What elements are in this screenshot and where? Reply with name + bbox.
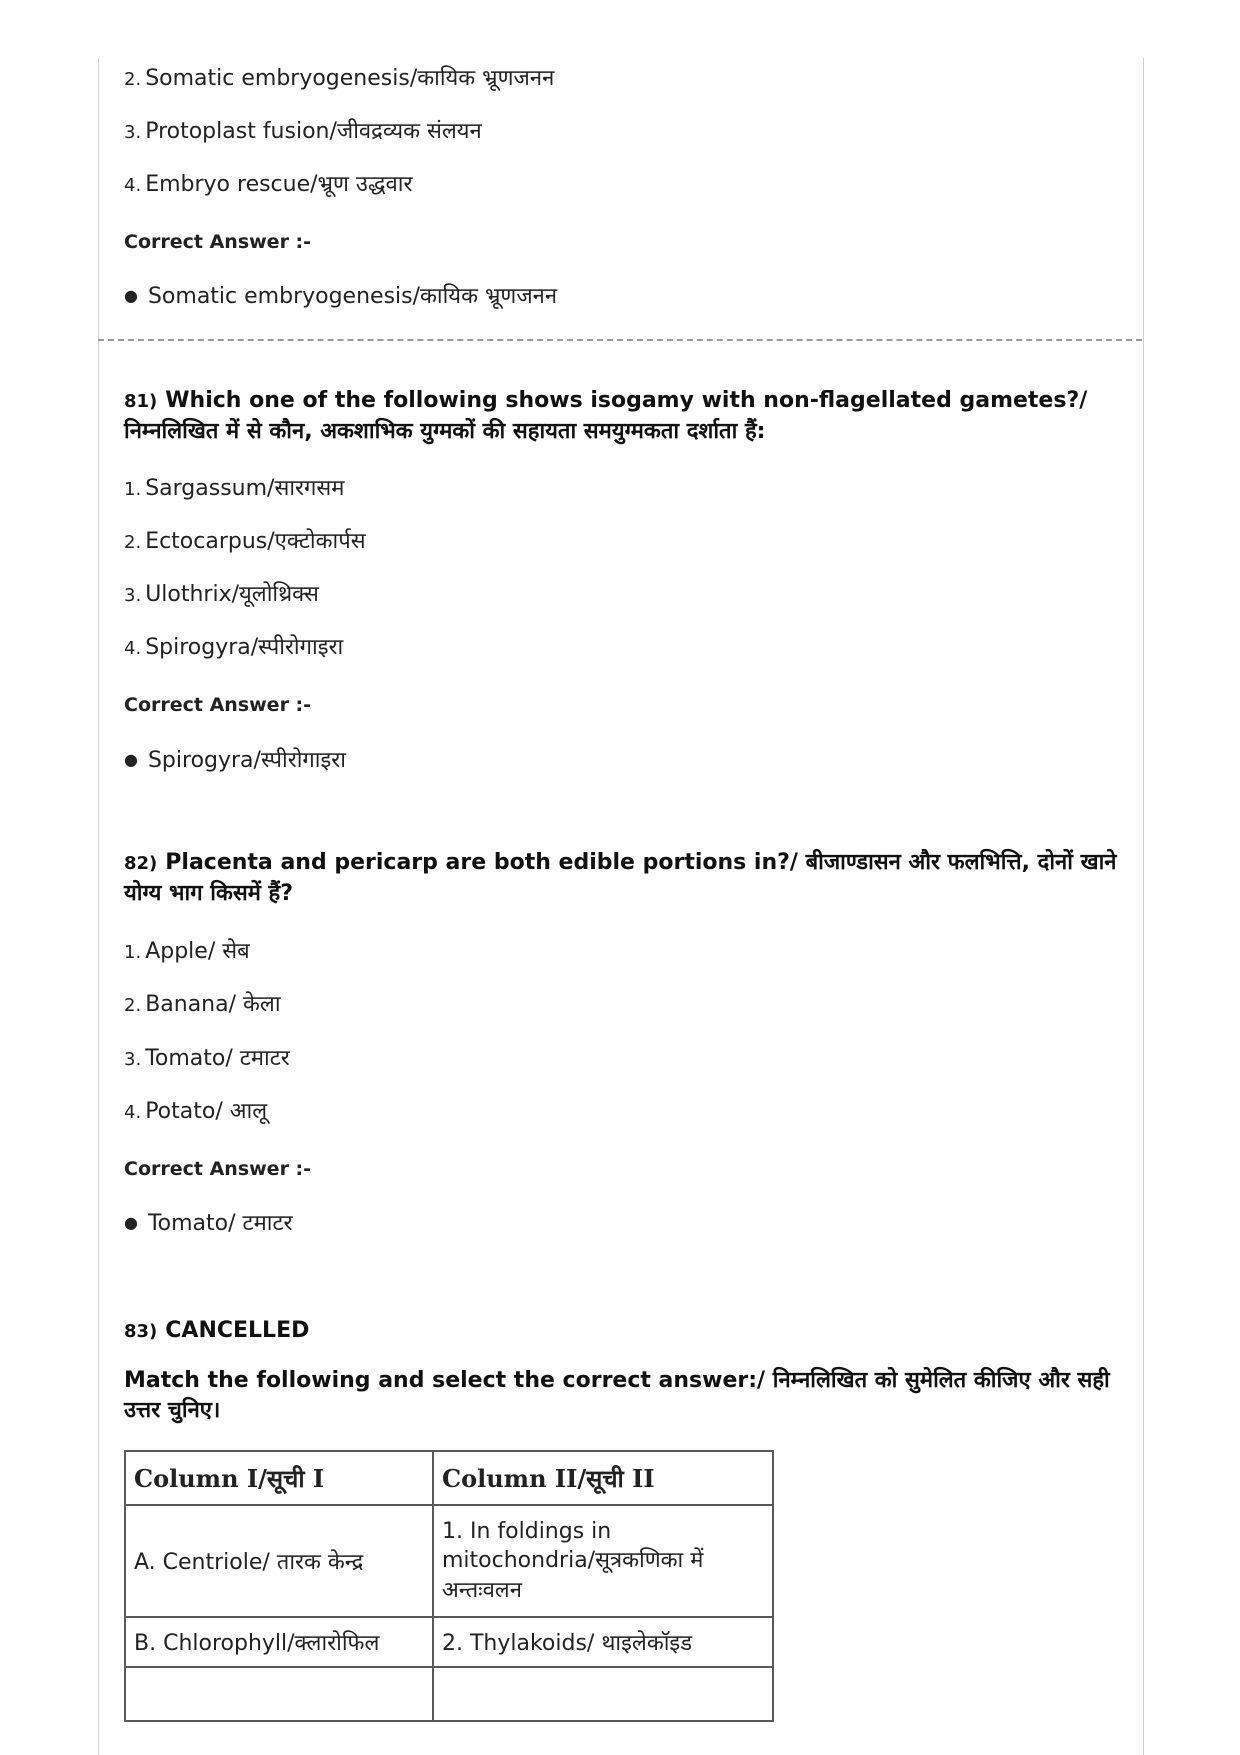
table-header: Column II/सूची II: [433, 1451, 773, 1505]
option-3: 3. Protoplast fusion/जीवद्रव्यक संलयन: [124, 119, 482, 144]
option-2: 2. Somatic embryogenesis/कायिक भ्रूणजनन: [124, 66, 555, 91]
question-83-header: 83) CANCELLED: [124, 1318, 310, 1343]
correct-answer: ● Tomato/ टमाटर: [124, 1211, 293, 1236]
question-divider: [98, 339, 1142, 341]
option-4: 4. Embryo rescue/भ्रूण उद्धवार: [124, 172, 413, 197]
table-row: [125, 1617, 773, 1667]
correct-answer: ● Spirogyra/स्पीरोगाइरा: [124, 748, 346, 773]
question-83: Match the following and select the correct answer:/ निम्नलिखित को सुमेलित कीजिए और सही उत्तर चुनिए।: [124, 1368, 1110, 1423]
table-header: Column I/सूची I: [125, 1451, 433, 1505]
table-header-row: [125, 1451, 773, 1505]
option-2: 2. Ectocarpus/एक्टोकार्पस: [124, 529, 366, 554]
correct-answer-label: Correct Answer :-: [124, 231, 312, 253]
question-81: 81) Which one of the following shows isogamy with non-flagellated gametes?/निम्नलिखित में से कौन, अकशाभिक युग्मकों की सहायता समयुग्मकता दर्शाता हैं:: [124, 388, 1088, 444]
table-row: [125, 1667, 773, 1721]
correct-answer-label: Correct Answer :-: [124, 694, 312, 716]
option-1: 1. Sargassum/सारगसम: [124, 476, 345, 501]
table-cell: 1. In foldings in mitochondria/सूत्रकणिका में अन्तःवलन: [433, 1505, 773, 1617]
bullet-icon: ●: [124, 286, 138, 305]
correct-answer-label: Correct Answer :-: [124, 1158, 312, 1180]
table-row: [125, 1505, 773, 1617]
match-table: [124, 1450, 774, 1722]
option-3: 3. Ulothrix/यूलोथ्रिक्स: [124, 582, 319, 607]
bullet-icon: ●: [124, 1213, 138, 1232]
table-cell: A. Centriole/ तारक केन्द्र: [125, 1505, 433, 1617]
table-cell: [433, 1667, 773, 1721]
status-badge: CANCELLED: [165, 1318, 310, 1343]
correct-answer: ● Somatic embryogenesis/कायिक भ्रूणजनन: [124, 284, 558, 309]
table-cell: [125, 1667, 433, 1721]
option-4: 4. Spirogyra/स्पीरोगाइरा: [124, 635, 344, 660]
question-82: 82) Placenta and pericarp are both edible portions in?/ बीजाण्डासन और फलभित्ति, दोनों खाने योग्य भाग किसमें हैं?: [124, 850, 1117, 906]
option-2: 2. Banana/ केला: [124, 992, 281, 1017]
option-3: 3. Tomato/ टमाटर: [124, 1046, 290, 1071]
option-1: 1. Apple/ सेब: [124, 939, 250, 964]
table-cell: 2. Thylakoids/ थाइलेकॉइड: [433, 1617, 773, 1667]
bullet-icon: ●: [124, 750, 138, 769]
table-cell: B. Chlorophyll/क्लारोफिल: [125, 1617, 433, 1667]
option-4: 4. Potato/ आलू: [124, 1099, 268, 1124]
